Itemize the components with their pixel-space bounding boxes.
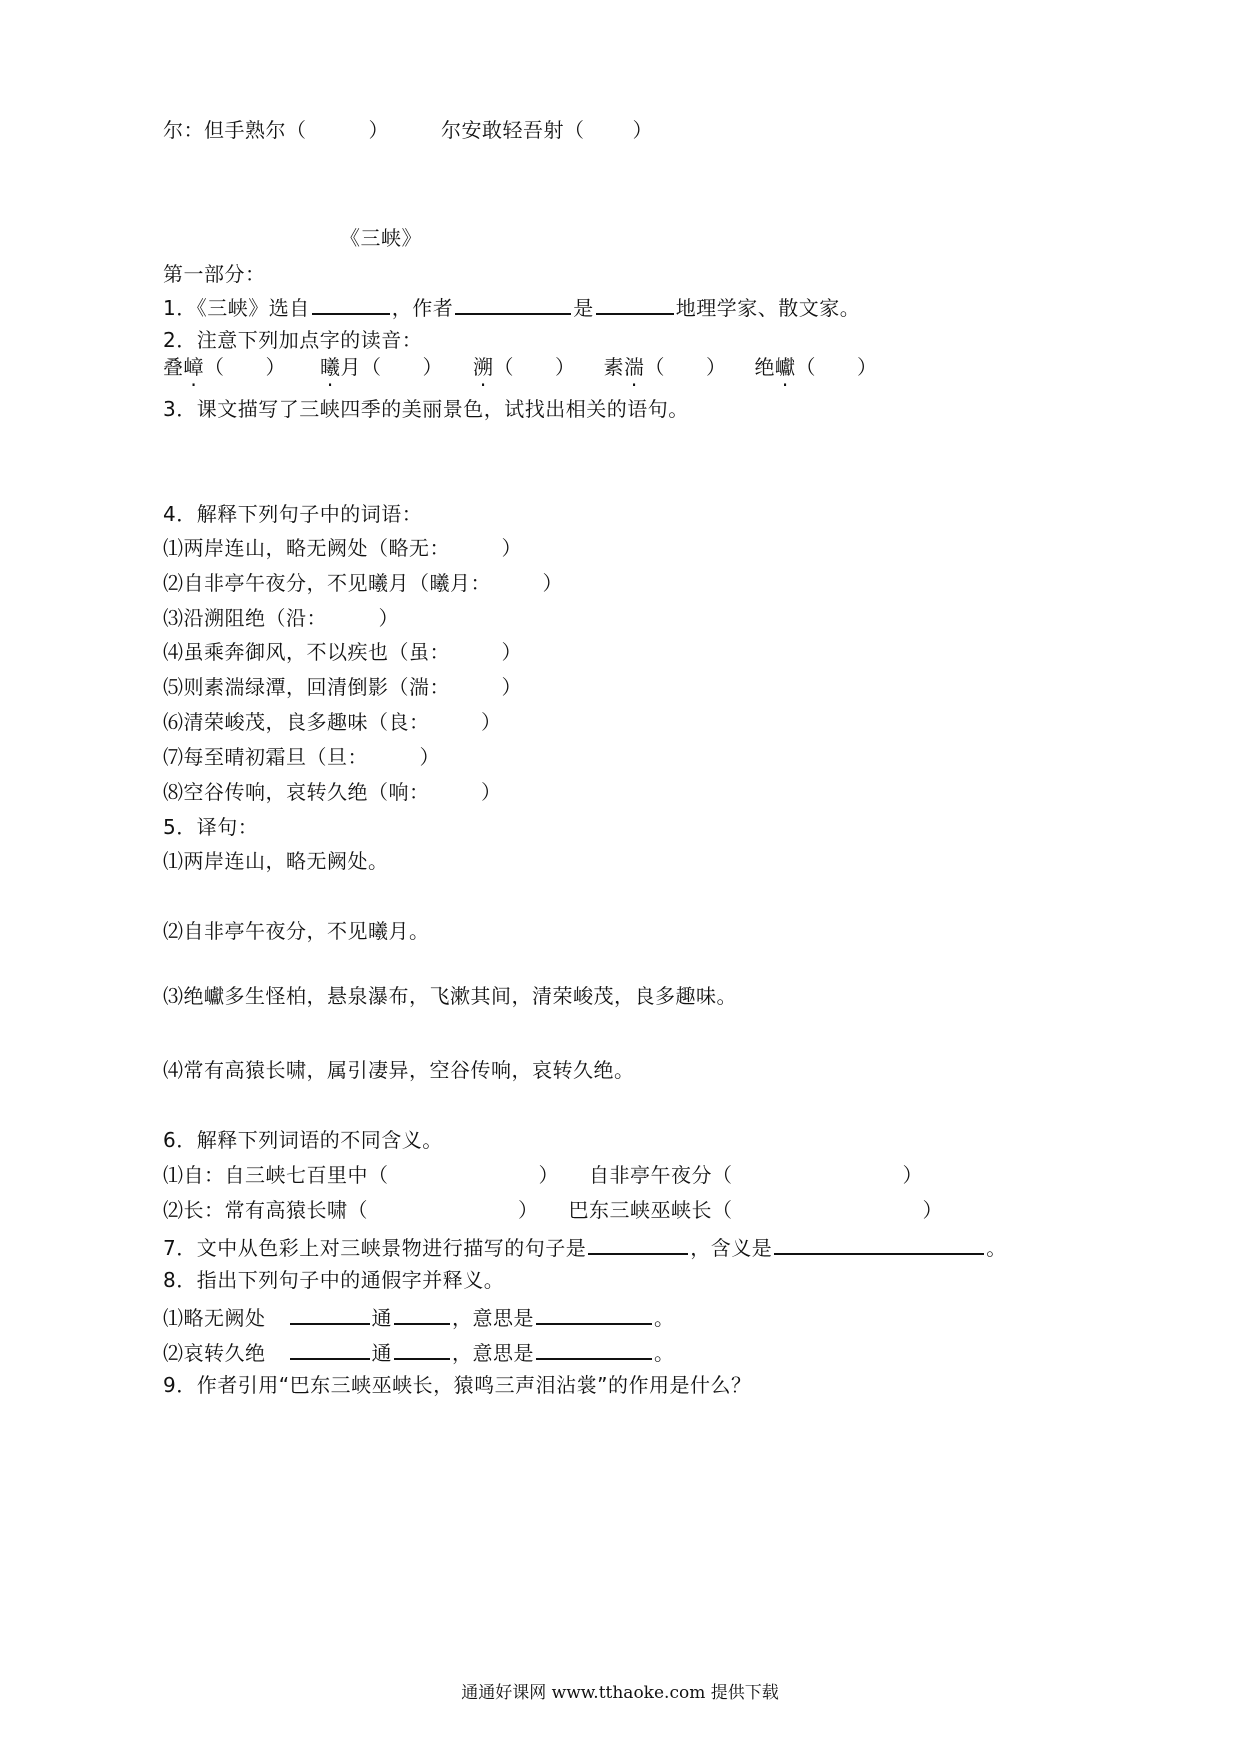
answer-blank[interactable] [312,293,390,315]
question-3: 3．课文描写了三峡四季的美丽景色，试找出相关的语句。 [163,397,689,421]
q6-text: ） [902,1163,923,1187]
question-6-label: 6．解释下列词语的不同含义。 [163,1128,443,1152]
q8-row [163,1338,675,1365]
answer-blank[interactable] [536,1303,652,1325]
top-line-text-4: ） [632,118,653,142]
q8-text: ⑵哀转久绝 [163,1341,266,1365]
answer-blank[interactable] [394,1303,450,1325]
q8-text: 。 [654,1341,675,1365]
q1-text-a: 1．《三峡》选自 [163,296,310,320]
q6-row [163,1198,943,1222]
q1-text-d: 地理学家、散文家。 [675,296,861,320]
section-title: 《三峡》 [340,226,422,250]
answer-blank[interactable] [394,1338,450,1360]
q6-text: 巴东三峡巫峡长（ [568,1198,733,1222]
q4-item: ⑵自非亭午夜分，不见曦月（曦月： ） [163,571,563,595]
q6-text: ⑵长：常有高猿长啸（ [163,1198,368,1222]
q1-text-b: ，作者 [391,296,454,320]
question-9: 9．作者引用“巴东三峡巫峡长，猿鸣三声泪沾裳”的作用是什么？ [163,1373,752,1397]
q6-row [163,1163,923,1187]
q7-text: ，含义是 [690,1236,773,1260]
question-2-items [163,355,878,379]
dotted-char: 曦 [320,355,341,379]
q6-text: ） [518,1198,539,1222]
top-line-text-1: 尔：但手熟尔（ [163,118,307,142]
q8-text: 。 [654,1306,675,1330]
q4-item: ⑶沿溯阻绝（沿： ） [163,606,399,630]
answer-blank[interactable] [455,293,571,315]
answer-blank[interactable] [774,1233,984,1255]
top-question-line [163,118,653,142]
dotted-char: 溯 [473,355,494,379]
q4-item: ⑹清荣峻茂，良多趣味（良： ） [163,710,502,734]
q8-text: 通 [371,1341,392,1365]
pronunciation-item: 叠嶂（ ） [163,355,286,379]
top-line-text-3: 尔安敢轻吾射（ [441,118,585,142]
part-heading: 第一部分： [163,262,266,286]
page-footer: 通通好课网 www.tthaoke.com 提供下载 [461,1683,779,1703]
pronunciation-item: 素湍（ ） [603,355,727,379]
answer-blank[interactable] [536,1338,652,1360]
q4-item: ⑺每至晴初霜旦（旦： ） [163,745,440,769]
q8-text: 通 [371,1306,392,1330]
answer-blank[interactable] [596,293,674,315]
q8-text: ，意思是 [452,1306,534,1330]
answer-blank[interactable] [290,1338,370,1360]
q7-text: 7．文中从色彩上对三峡景物进行描写的句子是 [163,1236,587,1260]
q5-item: ⑶绝巘多生怪柏，悬泉瀑布，飞漱其间，清荣峻茂，良多趣味。 [163,984,737,1008]
question-4-label: 4．解释下列句子中的词语： [163,502,423,526]
pronunciation-item: 溯（ ） [473,355,576,379]
q4-item: ⑷虽乘奔御风，不以疾也（虽： ） [163,640,522,664]
q4-item: ⑸则素湍绿潭，回清倒影（湍： ） [163,675,522,699]
answer-blank[interactable] [588,1233,688,1255]
q8-text: ⑴略无阙处 [163,1306,266,1330]
question-5-label: 5．译句： [163,815,259,839]
pronunciation-item: 曦月（ ） [320,355,443,379]
q4-item: ⑻空谷传响，哀转久绝（响： ） [163,780,502,804]
q8-text: ，意思是 [452,1341,534,1365]
q6-text: ） [538,1163,559,1187]
q7-text: 。 [986,1236,1007,1260]
dotted-char: 嶂 [183,355,204,379]
question-7 [163,1233,1007,1260]
q5-item: ⑴两岸连山，略无阙处。 [163,849,389,873]
q1-text-c: 是 [573,296,594,320]
q6-text: 自非亭午夜分（ [589,1163,733,1187]
question-1 [163,293,860,320]
answer-blank[interactable] [290,1303,370,1325]
question-8-label: 8．指出下列句子中的通假字并释义。 [163,1268,505,1292]
top-line-text-2: ） [368,118,389,142]
question-2-label: 2．注意下列加点字的读音： [163,328,423,352]
dotted-char: 湍 [624,355,645,379]
dotted-char: 巘 [775,355,796,379]
q6-text: ） [922,1198,943,1222]
q5-item: ⑵自非亭午夜分，不见曦月。 [163,919,430,943]
q5-item: ⑷常有高猿长啸，属引凄异，空谷传响，哀转久绝。 [163,1058,635,1082]
pronunciation-item: 绝巘（ ） [754,355,878,379]
q4-item: ⑴两岸连山，略无阙处（略无： ） [163,536,522,560]
q6-text: ⑴自：自三峡七百里中（ [163,1163,389,1187]
q8-row [163,1303,675,1330]
